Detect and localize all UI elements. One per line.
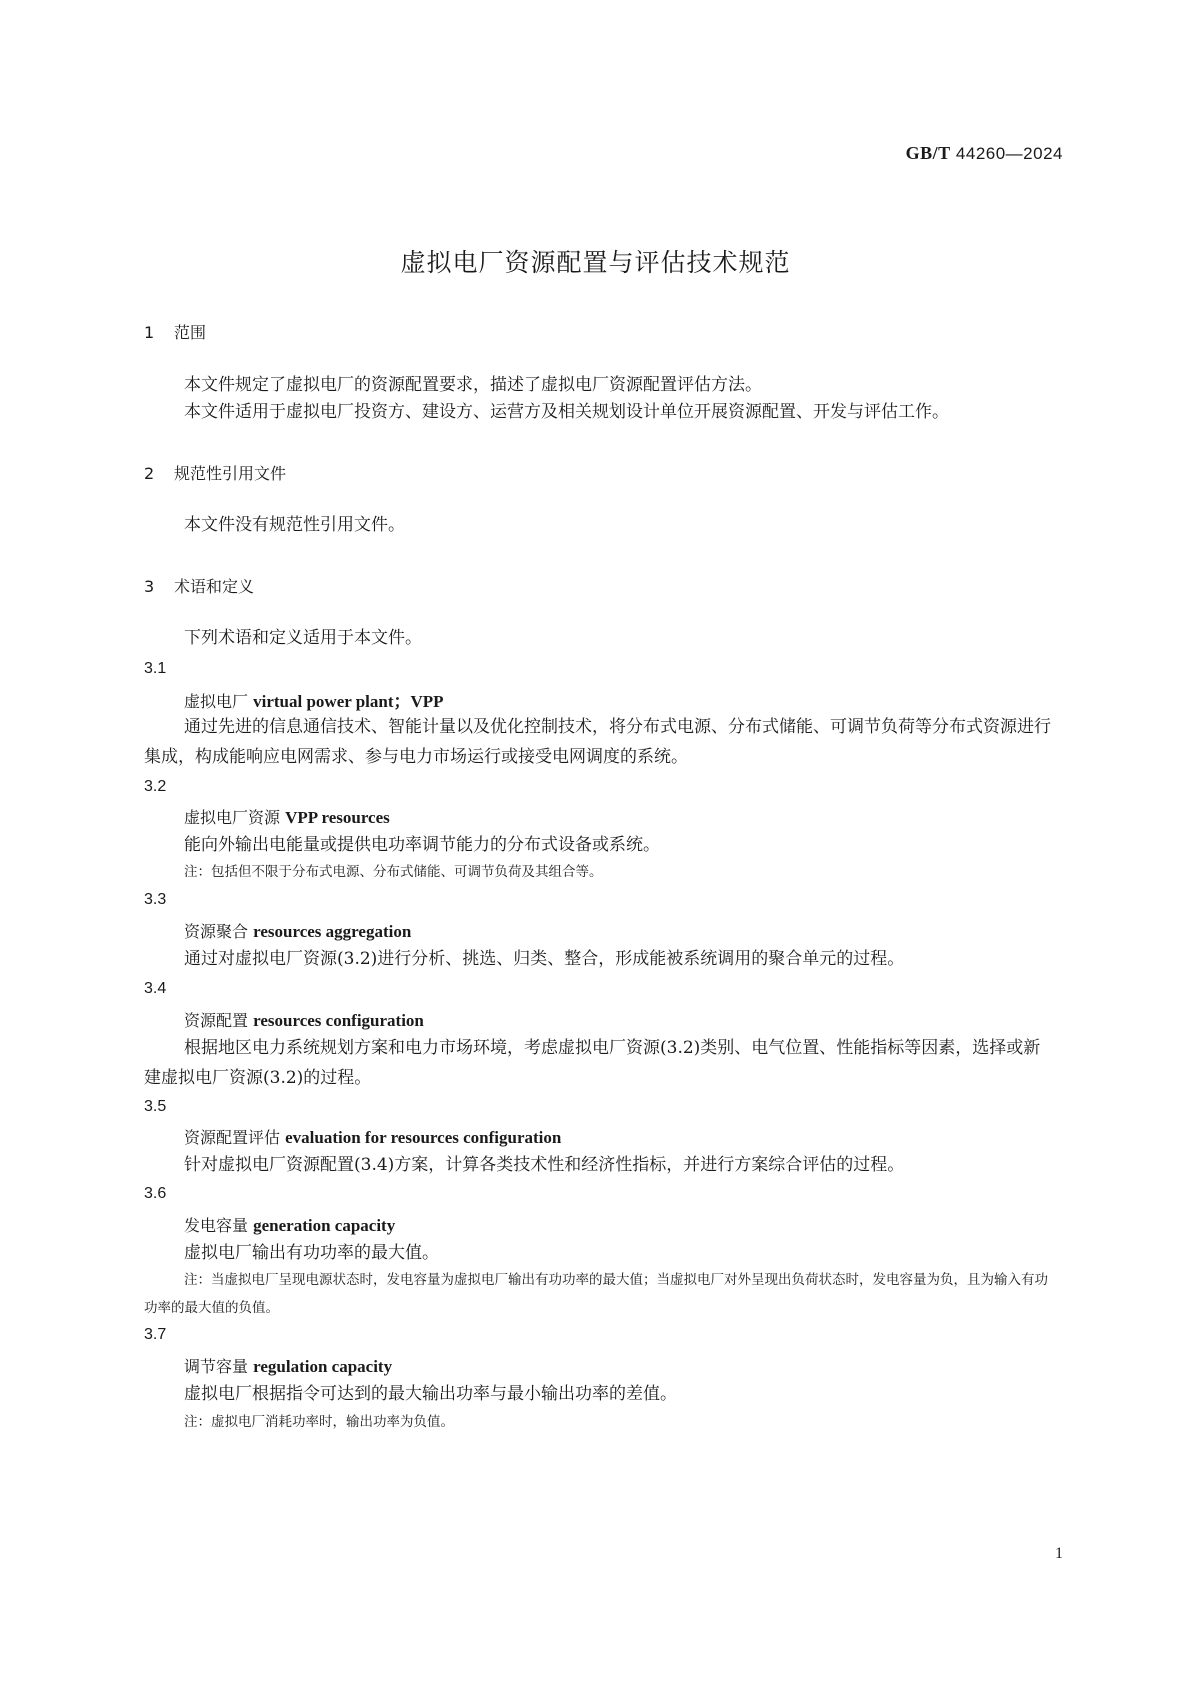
- section-heading-3: [144, 574, 254, 597]
- term-en: VPP resources: [285, 808, 390, 827]
- note-label: 注：: [184, 1272, 211, 1288]
- term-en: generation capacity: [253, 1216, 396, 1235]
- term-number: 3.6: [144, 1185, 167, 1202]
- term-heading: [184, 1213, 395, 1236]
- term-number: 3.1: [144, 660, 167, 677]
- term-heading: [184, 919, 411, 942]
- paragraph: 本文件规定了虚拟电厂的资源配置要求，描述了虚拟电厂资源配置评估方法。: [184, 375, 762, 395]
- term-zh: 资源配置: [184, 1011, 249, 1030]
- section-title: 术语和定义: [174, 577, 255, 596]
- note-text: 当虚拟电厂呈现电源状态时，发电容量为虚拟电厂输出有功功率的最大值；当虚拟电厂对外呈现出负荷状态时，发电容量为负，且为输入有功功率的最大值的负值。: [144, 1272, 1048, 1316]
- note-label: 注：: [184, 1414, 211, 1430]
- term-number: 3.5: [144, 1098, 167, 1115]
- term-zh: 调节容量: [184, 1357, 249, 1376]
- term-zh: 虚拟电厂: [184, 692, 249, 711]
- note-text: 虚拟电厂消耗功率时，输出功率为负值。: [211, 1414, 454, 1430]
- term-heading: [184, 687, 444, 712]
- term-number: 3.3: [144, 891, 167, 908]
- term-note: [184, 1408, 454, 1436]
- section-heading-2: [144, 461, 286, 484]
- section-number: 2: [144, 464, 155, 483]
- paragraph: 本文件适用于虚拟电厂投资方、建设方、运营方及相关规划设计单位开展资源配置、开发与评估工作。: [184, 402, 949, 422]
- term-definition: 能向外输出电能量或提供电功率调节能力的分布式设备或系统。: [184, 835, 660, 855]
- term-number: 3.7: [144, 1326, 167, 1343]
- paragraph: 下列术语和定义适用于本文件。: [184, 628, 422, 648]
- term-en: virtual power plant；VPP: [253, 692, 444, 711]
- term-definition: 虚拟电厂根据指令可达到的最大输出功率与最小输出功率的差值。: [184, 1384, 677, 1404]
- standard-number: [906, 143, 1063, 164]
- paragraph: 本文件没有规范性引用文件。: [184, 515, 405, 535]
- term-heading: [184, 1354, 392, 1377]
- term-definition: 虚拟电厂输出有功功率的最大值。: [184, 1243, 439, 1263]
- note-text: 包括但不限于分布式电源、分布式储能、可调节负荷及其组合等。: [211, 864, 603, 880]
- term-definition: 通过对虚拟电厂资源(3.2)进行分析、挑选、归类、整合，形成能被系统调用的聚合单元的过程。: [184, 949, 905, 969]
- term-zh: 资源聚合: [184, 922, 249, 941]
- term-note: [144, 1266, 1057, 1322]
- term-zh: 虚拟电厂资源: [184, 808, 281, 827]
- term-heading: [184, 1008, 424, 1031]
- term-note: [184, 858, 603, 886]
- section-number: 1: [144, 323, 155, 342]
- term-en: resources aggregation: [253, 922, 412, 941]
- term-definition: 针对虚拟电厂资源配置(3.4)方案，计算各类技术性和经济性指标，并进行方案综合评估的过程。: [184, 1155, 905, 1175]
- term-heading: [184, 1125, 561, 1148]
- term-definition: 根据地区电力系统规划方案和电力市场环境，考虑虚拟电厂资源(3.2)类别、电气位置、性能指标等因素，选择或新建虚拟电厂资源(3.2)的过程。: [144, 1038, 1041, 1088]
- term-en: evaluation for resources configuration: [285, 1128, 562, 1147]
- term-heading: [184, 805, 390, 828]
- section-title: 范围: [174, 323, 207, 342]
- section-heading-1: [144, 320, 206, 343]
- term-zh: 发电容量: [184, 1216, 249, 1235]
- standard-prefix: GB/T: [905, 143, 951, 163]
- term-number: 3.4: [144, 980, 167, 997]
- term-en: regulation capacity: [253, 1357, 393, 1376]
- section-number: 3: [144, 577, 155, 596]
- term-en: resources configuration: [253, 1011, 424, 1030]
- section-title: 规范性引用文件: [174, 464, 287, 483]
- note-label: 注：: [184, 864, 211, 880]
- document-title: 虚拟电厂资源配置与评估技术规范: [400, 248, 791, 277]
- standard-code: 44260—2024: [955, 144, 1063, 163]
- page-number: 1: [1055, 1545, 1063, 1562]
- term-definition: 通过先进的信息通信技术、智能计量以及优化控制技术，将分布式电源、分布式储能、可调节负荷等分布式资源进行集成，构成能响应电网需求、参与电力市场运行或接受电网调度的系统。: [144, 717, 1051, 767]
- term-zh: 资源配置评估: [184, 1128, 281, 1147]
- term-number: 3.2: [144, 778, 167, 795]
